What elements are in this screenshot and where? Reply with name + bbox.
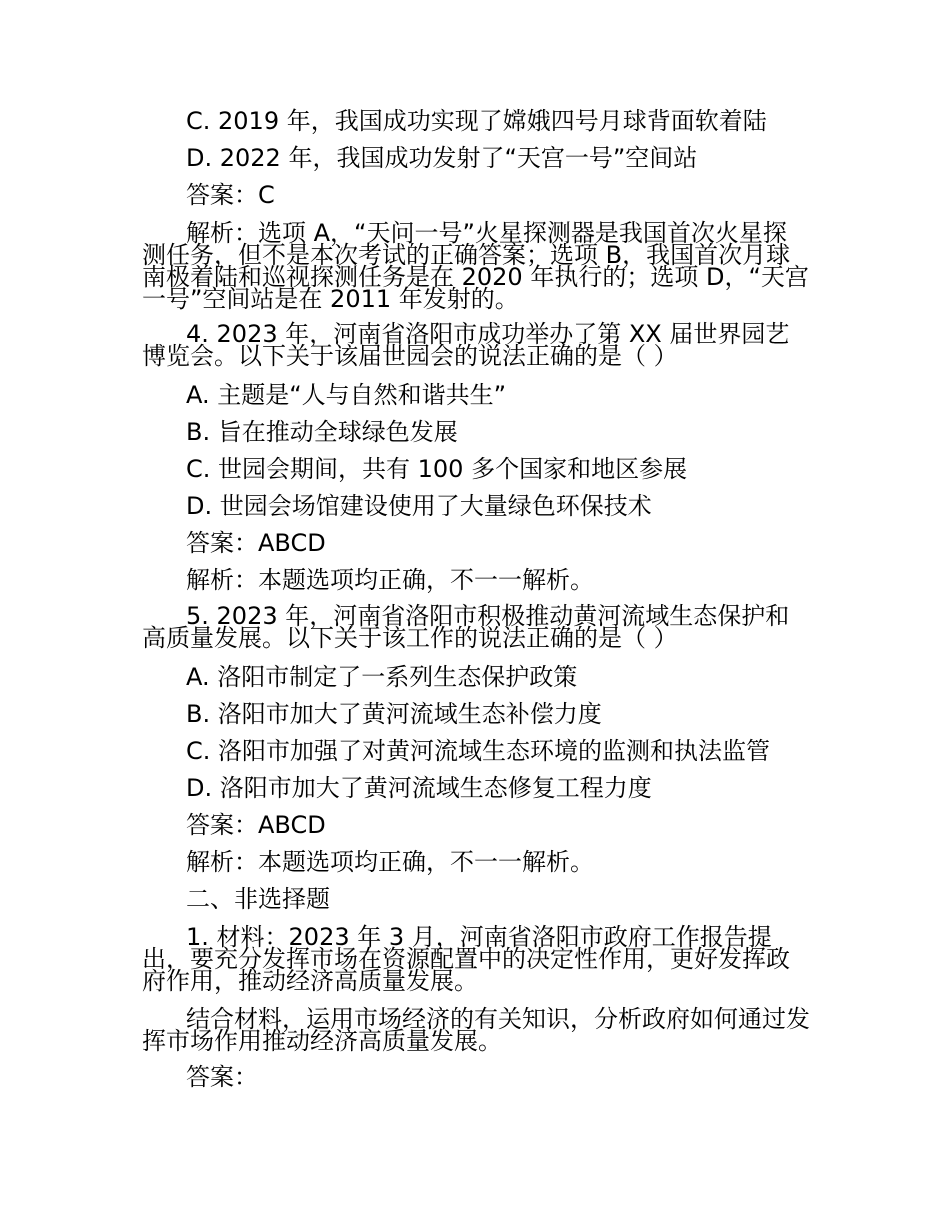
explanation-q3: 解析：选项 A，“天问一号”火星探测器是我国首次火星探测任务，但不是本次考试的正确答案；选项 B，我国首次月球南极着陆和巡视探测任务是在 2020 年执行的；选项 D，“天宫一号”空间站是在 2011 年发射的。 [142,219,809,313]
section-heading-non-choice: 二、非选择题 [186,885,330,913]
q4-option-d: D. 世园会场馆建设使用了大量绿色环保技术 [186,492,652,520]
q4-option-a: A. 主题是“人与自然和谐共生” [186,381,507,409]
explanation-q4: 解析：本题选项均正确，不一一解析。 [186,566,594,594]
q4-option-c: C. 世园会期间，共有 100 多个国家和地区参展 [186,455,688,483]
question-1-task: 结合材料，运用市场经济的有关知识，分析政府如何通过发挥市场作用推动经济高质量发展。 [142,1005,810,1055]
answer-q4: 答案：ABCD [186,529,326,557]
question-4: 4. 2023 年，河南省洛阳市成功举办了第 XX 届世界园艺博览会。以下关于该届世园会的说法正确的是（ ） [142,320,790,370]
question-5: 5. 2023 年，河南省洛阳市积极推动黄河流域生态保护和高质量发展。以下关于该工作的说法正确的是（ ） [142,602,790,652]
q5-option-c: C. 洛阳市加强了对黄河流域生态环境的监测和执法监管 [186,737,771,765]
answer-nonchoice-1: 答案： [186,1063,258,1091]
question-1-material: 1. 材料：2023 年 3 月，河南省洛阳市政府工作报告提出，要充分发挥市场在资源配置中的决定性作用，更好发挥政府作用，推动经济高质量发展。 [142,923,790,995]
answer-q5: 答案：ABCD [186,811,326,839]
option-c-chang-e-4: C. 2019 年，我国成功实现了嫦娥四号月球背面软着陆 [186,107,767,135]
q5-option-d: D. 洛阳市加大了黄河流域生态修复工程力度 [186,774,652,802]
explanation-q5: 解析：本题选项均正确，不一一解析。 [186,848,594,876]
option-d-tiangong-1: D. 2022 年，我国成功发射了“天宫一号”空间站 [186,144,698,172]
q5-option-b: B. 洛阳市加大了黄河流域生态补偿力度 [186,700,602,728]
q4-option-b: B. 旨在推动全球绿色发展 [186,418,458,446]
q5-option-a: A. 洛阳市制定了一系列生态保护政策 [186,663,578,691]
answer-q3: 答案：C [186,181,275,209]
